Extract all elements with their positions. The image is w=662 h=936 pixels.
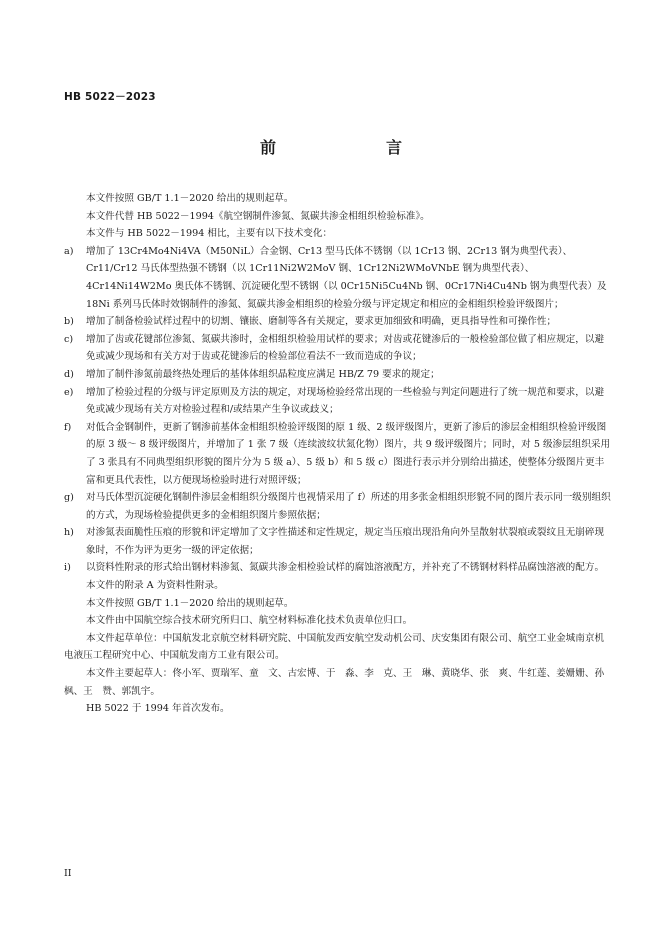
list-marker: f) xyxy=(64,421,72,433)
list-marker: b) xyxy=(64,316,74,328)
list-item-text: 增加了齿或花键部位渗氮、氮碳共渗时，金相组织检验用试样的要求；对齿或花键渗后的一般检验部位做了相应规定，以避免或减少现场和有关方对于齿或花键渗后的检验部位看法不一致而造成的争议； xyxy=(86,333,605,363)
list-item xyxy=(64,313,612,331)
drafters: 本文件主要起草人：佟小军、贾瑞军、童 文、古宏博、于 淼、李 克、王 琳、黄晓华、张 爽、牛红莲、姜姗姗、孙 枫、王 赞、郭凯宇。 xyxy=(64,668,614,697)
paragraph: HB 5022 于 1994 年首次发布。 xyxy=(86,703,230,715)
list-item xyxy=(64,384,612,419)
paragraph: 本文件代替 HB 5022－1994《航空钢制件渗氮、氮碳共渗金相组织检验标准》。 xyxy=(86,210,430,222)
list-marker: h) xyxy=(64,527,74,539)
page-title: 前 言 xyxy=(259,138,428,157)
foreword-body xyxy=(64,190,612,718)
list-item xyxy=(64,419,612,489)
list-marker: e) xyxy=(64,386,74,398)
list-marker: c) xyxy=(64,333,74,345)
list-item xyxy=(64,489,612,524)
list-item xyxy=(64,366,612,384)
paragraph: 本文件的附录 A 为资料性附录。 xyxy=(86,580,224,592)
list-item-text: 以资料性附录的形式给出钢材料渗氮、氮碳共渗金相检验试样的腐蚀溶液配方，并补充了不锈钢材料样品腐蚀溶液的配方。 xyxy=(86,562,605,574)
list-item-text: 对低合金钢制件，更新了钢渗前基体金相组织检验评级图的原 1 级、2 级评级图片，更新了渗后的渗层金相组织检验评级图的原 3 级～ 8 级评级图片，并增加了 1 张 7 级（连续波纹状氮化物）图片，共 9 级评级图片；同时，对 5 级渗层组织采用了 3 张具有不同典型组织形貌的图片分为 5 级 a）、5 级 b）和 5 级 c）图进行表示并分别给出描述，使整体分级图片更丰富和更具代表性，以方便现场检验时进行对照评级； xyxy=(86,421,611,486)
list-item xyxy=(64,243,612,313)
list-item xyxy=(64,331,612,366)
list-item xyxy=(64,559,612,577)
list-marker: g) xyxy=(64,492,74,504)
list-item-text: 对渗氮表面脆性压痕的形貌和评定增加了文字性描述和定性规定，规定当压痕出现沿角向外呈散射状裂痕或裂纹且无崩碎现象时，不作为评为更劣一级的评定依据； xyxy=(86,527,605,556)
list-marker: d) xyxy=(64,368,74,380)
drafting-units: 本文件起草单位：中国航发北京航空材料研究院、中国航发西安航空发动机公司、庆安集团有限公司、航空工业金城南京机电液压工程研究中心、中国航发南方工业有限公司。 xyxy=(64,632,605,662)
paragraph: 本文件按照 GB/T 1.1－2020 给出的规则起草。 xyxy=(86,193,294,204)
list-item-text: 对马氏体型沉淀硬化钢制件渗层金相组织分级图片也视情采用了 f）所述的用多张金相组织形貌不同的图片表示同一级别组织的方式，为现场检验提供更多的金相组织图片参照依据； xyxy=(86,492,611,521)
list-item-text: 增加了制备检验试样过程中的切割、镶嵌、磨制等各有关规定，要求更加细致和明确，更具指导性和可操作性； xyxy=(86,316,557,328)
list-item-text: 增加了制件渗氮前最终热处理后的基体体组织晶粒度应满足 HB/Z 79 要求的规定； xyxy=(86,368,440,380)
paragraph: 本文件由中国航空综合技术研究所归口、航空材料标准化技术负责单位归口。 xyxy=(86,615,413,627)
paragraph: 本文件与 HB 5022－1994 相比，主要有以下技术变化： xyxy=(86,228,333,240)
list-item xyxy=(64,524,612,559)
paragraph: 本文件按照 GB/T 1.1－2020 给出的规则起草。 xyxy=(86,597,294,609)
list-marker: i) xyxy=(64,562,71,574)
technical-changes-list xyxy=(64,243,612,577)
list-marker: a) xyxy=(64,245,74,257)
list-item-text: 增加了检验过程的分级与评定原则及方法的规定，对现场检验经常出现的一些检验与判定问题进行了统一规范和要求，以避免或减少现场有关方对检验过程和/或结果产生争议或歧义； xyxy=(86,386,605,416)
list-item-text: 增加了 13Cr4Mo4Ni4VA（M50NiL）合金钢、Cr13 型马氏体不锈钢（以 1Cr13 钢、2Cr13 钢为典型代表）、Cr11/Cr12 马氏体型热强不锈钢（以 1Cr11Ni2W2MoV 钢、1Cr12Ni2WMoVNbE 钢为典型代表）、4Cr14Ni14W2Mo 奥氏体不锈钢、沉淀硬化型不锈钢（以 0Cr15Ni5Cu4Nb 钢、0Cr17Ni4Cu4Nb 钢为典型代表）及 18Ni 系列马氏体时效钢制件的渗氮、氮碳共渗金相组织的检验分级与评定规定和相应的金相组织检验评级图片； xyxy=(86,245,607,310)
document-code: HB 5022－2023 xyxy=(64,91,156,103)
page-number: II xyxy=(64,868,72,879)
